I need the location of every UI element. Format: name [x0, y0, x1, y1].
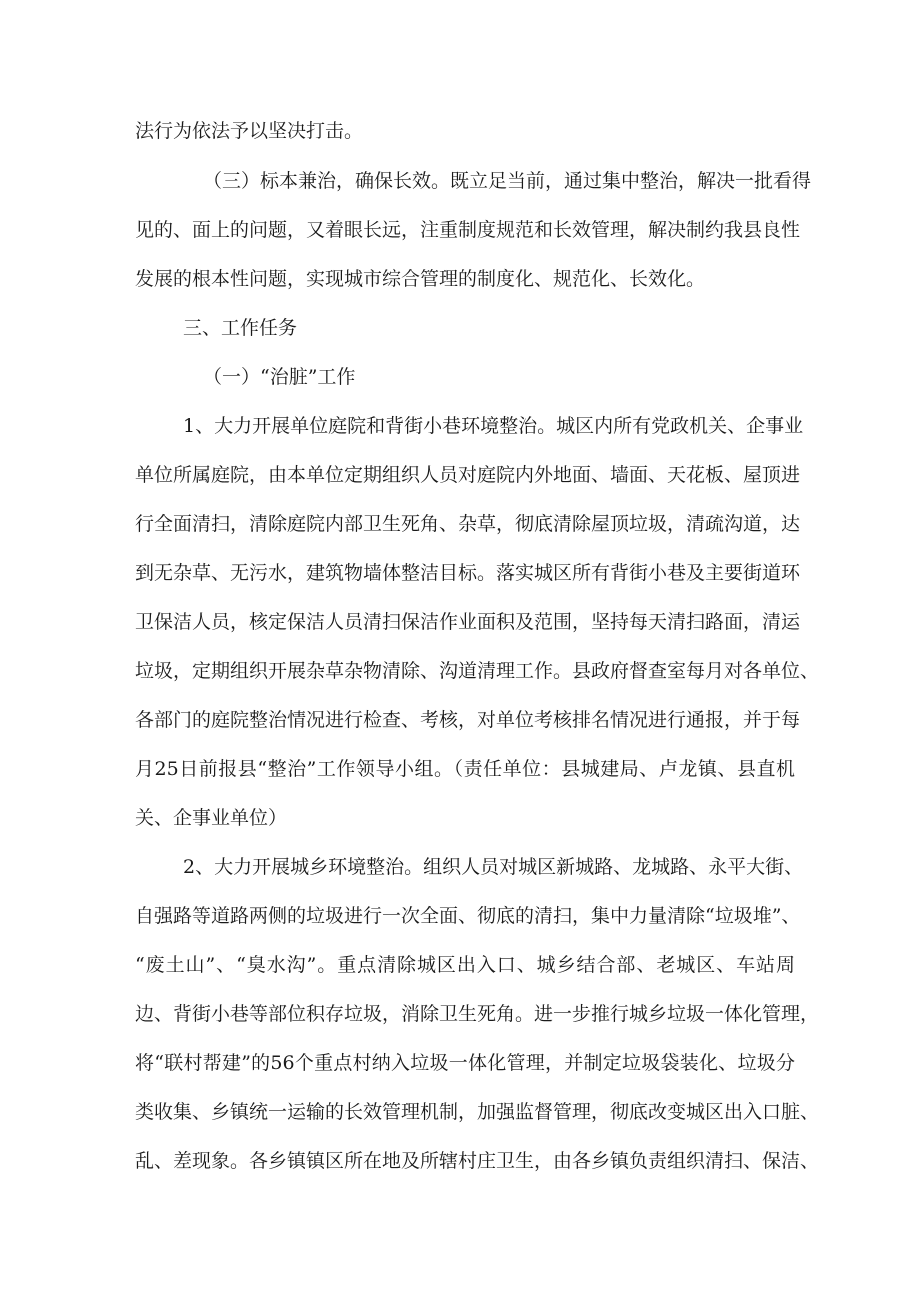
section-heading: 三、工作任务 — [183, 317, 298, 339]
text-line: 自强路等道路两侧的垃圾进行一次全面、彻底的清扫，集中力量清除“垃圾堆”、 — [135, 905, 801, 927]
text-line: 行全面清扫，清除庭院内部卫生死角、杂草，彻底清除屋顶垃圾，清疏沟道，达 — [135, 513, 801, 535]
text-line: 到无杂草、无污水，建筑物墙体整洁目标。落实城区所有背街小巷及主要街道环 — [135, 562, 801, 584]
text-line: 关、企事业单位） — [135, 807, 288, 829]
text-line: “废土山”、“臭水沟”。重点清除城区出入口、城乡结合部、老城区、车站周 — [135, 954, 795, 976]
text-line: 单位所属庭院，由本单位定期组织人员对庭院内外地面、墙面、天花板、屋顶进 — [135, 464, 801, 486]
text-line: 各部门的庭院整治情况进行检查、考核，对单位考核排名情况进行通报，并于每 — [135, 709, 801, 731]
text-line: 类收集、乡镇统一运输的长效管理机制，加强监督管理，彻底改变城区出入口脏、 — [135, 1101, 820, 1123]
text-line: 法行为依法予以坚决打击。 — [135, 120, 364, 142]
text-line: 发展的根本性问题，实现城市综合管理的制度化、规范化、长效化。 — [135, 268, 706, 290]
text-line: 将“联村帮建”的56个重点村纳入垃圾一体化管理，并制定垃圾袋装化、垃圾分 — [135, 1052, 795, 1074]
paragraph-heading-line: （三）标本兼治，确保长效。既立足当前，通过集中整治，解决一批看得 — [203, 170, 812, 192]
text-line: 月25日前报县“整治”工作领导小组。（责任单位：县城建局、卢龙镇、县直机 — [135, 758, 795, 780]
text-line: 垃圾，定期组织开展杂草杂物清除、沟道清理工作。县政府督查室每月对各单位、 — [135, 660, 820, 682]
text-line: 边、背街小巷等部位积存垃圾，消除卫生死角。进一步推行城乡垃圾一体化管理， — [135, 1003, 820, 1025]
text-line: 见的、面上的问题，又着眼长远，注重制度规范和长效管理，解决制约我县良性 — [135, 219, 801, 241]
text-line: 乱、差现象。各乡镇镇区所在地及所辖村庄卫生，由各乡镇负责组织清扫、保洁、 — [135, 1150, 820, 1172]
item-heading-line: 2、大力开展城乡环境整治。组织人员对城区新城路、龙城路、永平大街、 — [183, 856, 804, 878]
text-line: 卫保洁人员，核定保洁人员清扫保洁作业面积及范围，坚持每天清扫路面，清运 — [135, 611, 801, 633]
item-heading-line: 1、大力开展单位庭院和背街小巷环境整治。城区内所有党政机关、企事业 — [183, 415, 804, 437]
subsection-heading: （一）“治脏”工作 — [203, 366, 356, 388]
